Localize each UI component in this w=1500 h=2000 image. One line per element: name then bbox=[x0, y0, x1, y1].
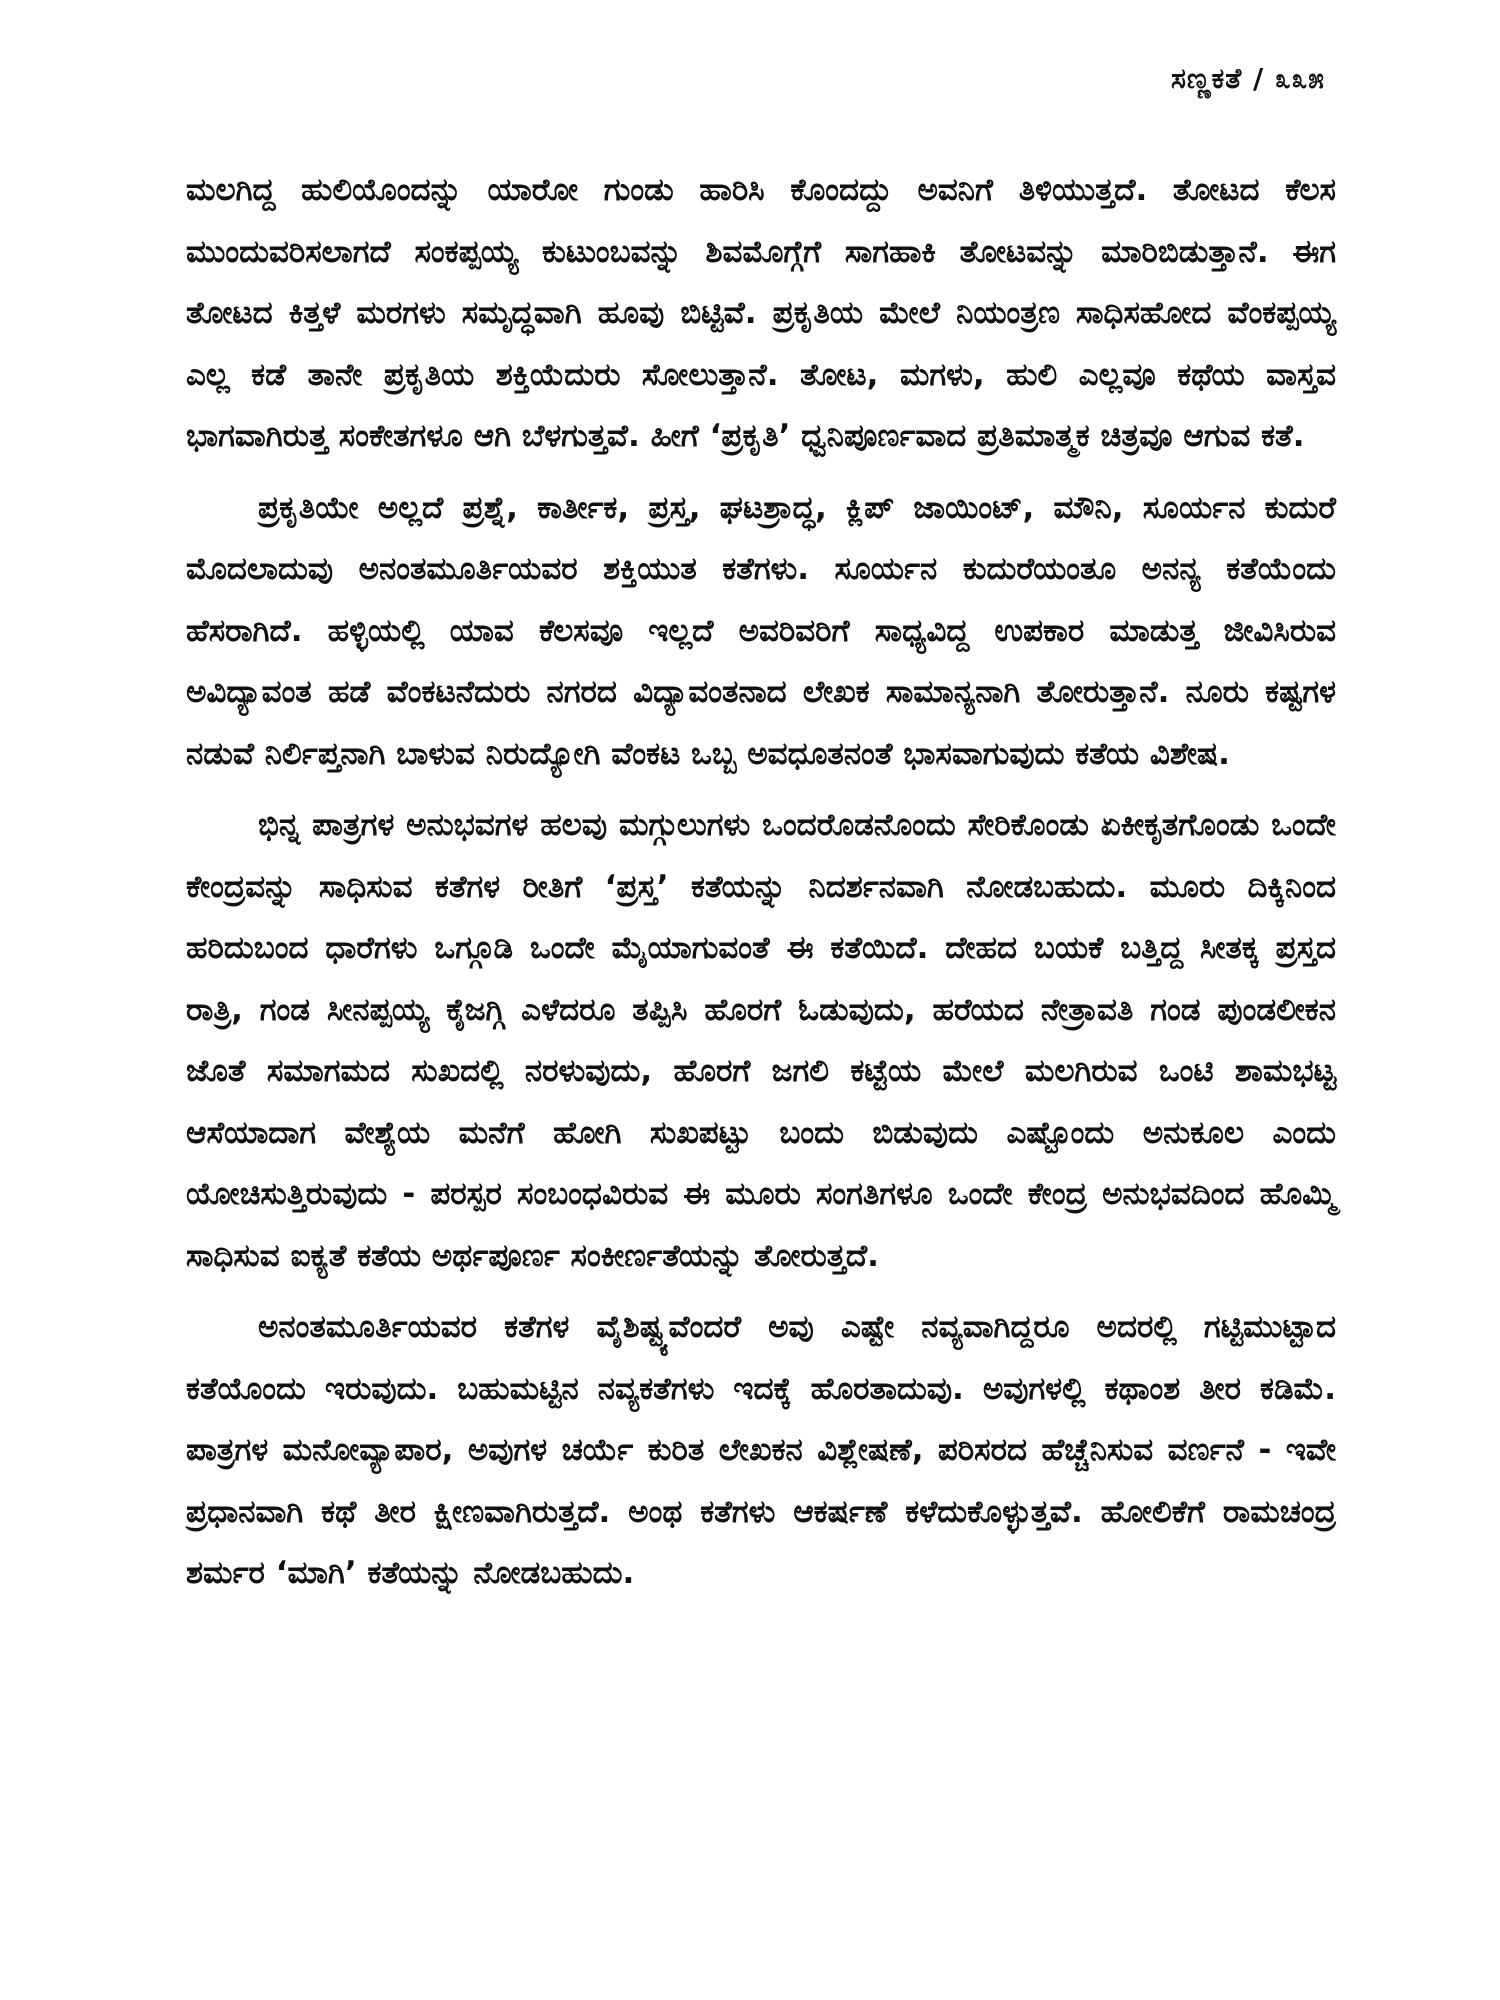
paragraph-2: ಪ್ರಕೃತಿಯೇ ಅಲ್ಲದೆ ಪ್ರಶ್ನೆ, ಕಾರ್ತೀಕ, ಪ್ರಸ್ತ, ಘಟಶ್ರಾದ್ಧ, ಕ್ಲಿಪ್ ಜಾಯಿಂಟ್, ಮೌನಿ, ಸೂರ್ಯನ ಕುದುರೆ ಮೊದಲಾದುವು ಅನಂತಮೂರ್ತಿಯವರ ಶಕ್ತಿಯುತ ಕತೆಗಳು. ಸೂರ್ಯನ ಕುದುರೆಯಂತೂ ಅನನ್ಯ ಕತೆಯೆಂದು ಹೆಸರಾಗಿದೆ. ಹಳ್ಳಿಯಲ್ಲಿ ಯಾವ ಕೆಲಸವೂ ಇಲ್ಲದೆ ಅವರಿವರಿಗೆ ಸಾಧ್ಯವಿದ್ದ ಉಪಕಾರ ಮಾಡುತ್ತ ಜೀವಿಸಿರುವ ಅವಿದ್ಯಾವಂತ ಹಡೆ ವೆಂಕಟನೆದುರು ನಗರದ ವಿದ್ಯಾವಂತನಾದ ಲೇಖಕ ಸಾಮಾನ್ಯನಾಗಿ ತೋರುತ್ತಾನೆ. ನೂರು ಕಷ್ಟಗಳ ನಡುವೆ ನಿರ್ಲಿಪ್ತನಾಗಿ ಬಾಳುವ ನಿರುದ್ಯೋಗಿ ವೆಂಕಟ ಒಬ್ಬ ಅವಧೂತನಂತೆ ಭಾಸವಾಗುವುದು ಕತೆಯ ವಿಶೇಷ. bbox=[186, 489, 1336, 772]
paragraph-3: ಭಿನ್ನ ಪಾತ್ರಗಳ ಅನುಭವಗಳ ಹಲವು ಮಗ್ಗುಲುಗಳು ಒಂದರೊಡನೊಂದು ಸೇರಿಕೊಂಡು ಏಕೀಕೃತಗೊಂಡು ಒಂದೇ ಕೇಂದ್ರವನ್ನು ಸಾಧಿಸುವ ಕತೆಗಳ ರೀತಿಗೆ ‘ಪ್ರಸ್ತ’ ಕತೆಯನ್ನು ನಿದರ್ಶನವಾಗಿ ನೋಡಬಹುದು. ಮೂರು ದಿಕ್ಕಿನಿಂದ ಹರಿದುಬಂದ ಧಾರೆಗಳು ಒಗ್ಗೂಡಿ ಒಂದೇ ಮೈಯಾಗುವಂತೆ ಈ ಕತೆಯಿದೆ. ದೇಹದ ಬಯಕೆ ಬತ್ತಿದ್ದ ಸೀತಕ್ಕ ಪ್ರಸ್ತದ ರಾತ್ರಿ, ಗಂಡ ಸೀನಪ್ಪಯ್ಯ ಕೈಜಗ್ಗಿ ಎಳೆದರೂ ತಪ್ಪಿಸಿ ಹೊರಗೆ ಓಡುವುದು, ಹರೆಯದ ನೇತ್ರಾವತಿ ಗಂಡ ಪುಂಡಲೀಕನ ಜೊತೆ ಸಮಾಗಮದ ಸುಖದಲ್ಲಿ ನರಳುವುದು, ಹೊರಗೆ ಜಗಲಿ ಕಟ್ಟೆಯ ಮೇಲೆ ಮಲಗಿರುವ ಒಂಟಿ ಶಾಮಭಟ್ಟ ಆಸೆಯಾದಾಗ ವೇಶ್ಯೆಯ ಮನೆಗೆ ಹೋಗಿ ಸುಖಪಟ್ಟು ಬಂದು ಬಿಡುವುದು ಎಷ್ಟೊಂದು ಅನುಕೂಲ ಎಂದು ಯೋಚಿಸುತ್ತಿರುವುದು - ಪರಸ್ಪರ ಸಂಬಂಧವಿರುವ ಈ ಮೂರು ಸಂಗತಿಗಳೂ ಒಂದೇ ಕೇಂದ್ರ ಅನುಭವದಿಂದ ಹೊಮ್ಮಿ ಸಾಧಿಸುವ ಐಕ್ಯತೆ ಕತೆಯ ಅರ್ಥಪೂರ್ಣ ಸಂಕೀರ್ಣತೆಯನ್ನು ತೋರುತ್ತದೆ. bbox=[186, 807, 1336, 1274]
paragraph-1: ಮಲಗಿದ್ದ ಹುಲಿಯೊಂದನ್ನು ಯಾರೋ ಗುಂಡು ಹಾರಿಸಿ ಕೊಂದದ್ದು ಅವನಿಗೆ ತಿಳಿಯುತ್ತದೆ. ತೋಟದ ಕೆಲಸ ಮುಂದುವರಿಸಲಾಗದೆ ಸಂಕಪ್ಪಯ್ಯ ಕುಟುಂಬವನ್ನು ಶಿವಮೊಗ್ಗೆಗೆ ಸಾಗಹಾಕಿ ತೋಟವನ್ನು ಮಾರಿಬಿಡುತ್ತಾನೆ. ಈಗ ತೋಟದ ಕಿತ್ತಳೆ ಮರಗಳು ಸಮೃದ್ಧವಾಗಿ ಹೂವು ಬಿಟ್ಟಿವೆ. ಪ್ರಕೃತಿಯ ಮೇಲೆ ನಿಯಂತ್ರಣ ಸಾಧಿಸಹೋದ ವೆಂಕಪ್ಪಯ್ಯ ಎಲ್ಲ ಕಡೆ ತಾನೇ ಪ್ರಕೃತಿಯ ಶಕ್ತಿಯೆದುರು ಸೋಲುತ್ತಾನೆ. ತೋಟ, ಮಗಳು, ಹುಲಿ ಎಲ್ಲವೂ ಕಥೆಯ ವಾಸ್ತವ ಭಾಗವಾಗಿರುತ್ತ ಸಂಕೇತಗಳೂ ಆಗಿ ಬೆಳಗುತ್ತವೆ. ಹೀಗೆ ‘ಪ್ರಕೃತಿ’ ಧ್ವನಿಪೂರ್ಣವಾದ ಪ್ರತಿಮಾತ್ಮಕ ಚಿತ್ರವೂ ಆಗುವ ಕತೆ. bbox=[186, 172, 1336, 454]
running-head: ಸಣ್ಣಕತೆ / ೩೩೫ bbox=[1171, 62, 1325, 95]
paragraph-4: ಅನಂತಮೂರ್ತಿಯವರ ಕತೆಗಳ ವೈಶಿಷ್ಟ್ಯವೆಂದರೆ ಅವು ಎಷ್ಟೇ ನವ್ಯವಾಗಿದ್ದರೂ ಅದರಲ್ಲಿ ಗಟ್ಟಿಮುಟ್ಟಾದ ಕತೆಯೊಂದು ಇರುವುದು. ಬಹುಮಟ್ಟಿನ ನವ್ಯಕತೆಗಳು ಇದಕ್ಕೆ ಹೊರತಾದುವು. ಅವುಗಳಲ್ಲಿ ಕಥಾಂಶ ತೀರ ಕಡಿಮೆ. ಪಾತ್ರಗಳ ಮನೋವ್ಯಾಪಾರ, ಅವುಗಳ ಚರ್ಯೆ ಕುರಿತ ಲೇಖಕನ ವಿಶ್ಲೇಷಣೆ, ಪರಿಸರದ ಹೆಚ್ಚೆನಿಸುವ ವರ್ಣನೆ - ಇವೇ ಪ್ರಧಾನವಾಗಿ ಕಥೆ ತೀರ ಕ್ಷೀಣವಾಗಿರುತ್ತದೆ. ಅಂಥ ಕತೆಗಳು ಆಕರ್ಷಣೆ ಕಳೆದುಕೊಳ್ಳುತ್ತವೆ. ಹೋಲಿಕೆಗೆ ರಾಮಚಂದ್ರ ಶರ್ಮರ ‘ಮಾಗಿ’ ಕತೆಯನ್ನು ನೋಡಬಹುದು. bbox=[186, 1309, 1336, 1591]
body-text bbox=[186, 160, 1336, 1615]
